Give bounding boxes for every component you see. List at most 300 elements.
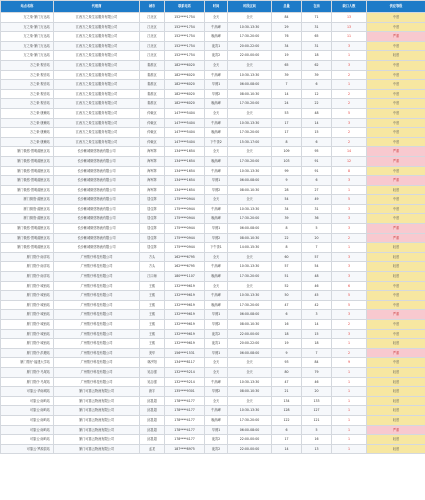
cell-time: 全天 [205,108,228,118]
cell-city: 江北区 [140,32,165,42]
table-row[interactable] [1,281,425,291]
cell-period: 15:30-17:00 [228,137,272,147]
cell-period: 08:00-10:30 [228,233,272,243]
cell-station: 万之象·观音站 [1,70,54,80]
cell-time: 夜宵2 [205,444,228,454]
column-header-level[interactable]: 供应等级 [367,1,425,13]
cell-total: 28 [272,185,302,195]
cell-station: 厦门微悠·思明湖里区站 [1,176,54,186]
cell-period: 08:00-10:30 [228,387,272,397]
cell-station: 可靠云·南屿站 [1,435,54,445]
cell-onduty: 12 [302,89,332,99]
cell-time: 早餐1 [205,224,228,234]
cell-phone: 132****9619 [165,329,205,339]
cell-phone: 132****5214 [165,367,205,377]
cell-period: 22:00-00:00 [228,444,272,454]
cell-period: 10:30-13:30 [228,204,272,214]
table-row[interactable] [1,41,425,51]
cell-agent: 长沙紫城微悠物流有限公司 [54,156,140,166]
cell-onduty: 5 [302,425,332,435]
cell-lack: 1 [332,415,367,425]
cell-station: 可靠云·罗源县站 [1,444,54,454]
cell-onduty: 79 [302,367,332,377]
table-row[interactable] [1,243,425,253]
cell-lack: 1 [332,243,367,253]
column-header-lack[interactable]: 缺口人数 [332,1,367,13]
cell-agent: 江西万之象生活服务有限公司 [54,51,140,61]
cell-onduty: 6 [302,137,332,147]
cell-time: 全天 [205,281,228,291]
cell-period: 全天 [228,147,272,157]
cell-city: 王熙 [140,300,165,310]
table-row[interactable] [1,22,425,32]
cell-lack: 1 [332,406,367,416]
cell-station: 可靠云·南屿站 [1,406,54,416]
cell-onduty: 57 [302,252,332,262]
column-header-period[interactable]: 时段区间 [228,1,272,13]
cell-phone: 147****5404 [165,118,205,128]
cell-onduty: 65 [302,32,332,42]
cell-station: 厦门帮仔·城西站 [1,329,54,339]
cell-station: 厦门帮仔·洪塘站 [1,348,54,358]
cell-lack: 13 [332,22,367,32]
cell-level: 中度 [367,80,425,90]
cell-phone: 182****6020 [165,70,205,80]
cell-agent: 江西万之象生活服务有限公司 [54,22,140,32]
cell-time: 夜宵1 [205,339,228,349]
cell-time: 全天 [205,252,228,262]
cell-station: 可靠云·华南城站 [1,387,54,397]
cell-agent: 长沙紫城微悠物流有限公司 [54,214,140,224]
table-row[interactable] [1,195,425,205]
table-row[interactable] [1,272,425,282]
cell-total: 128 [272,406,302,416]
cell-onduty: 5 [302,224,332,234]
cell-time: 早餐2 [205,185,228,195]
cell-agent: 江西万之象生活服务有限公司 [54,41,140,51]
cell-station: 万之象·厦门万达站 [1,32,54,42]
table-row[interactable] [1,224,425,234]
table-row[interactable] [1,156,425,166]
cell-agent: 长沙紫城微悠物流有限公司 [54,185,140,195]
cell-agent: 厦门可靠云物流有限公司 [54,387,140,397]
cell-lack: 2 [332,99,367,109]
cell-city: 秦淮区 [140,80,165,90]
cell-level: 中度 [367,128,425,138]
cell-level: 轻度 [367,367,425,377]
cell-period: 06:00-08:00 [228,224,272,234]
cell-time: 早餐2 [205,387,228,397]
cell-level: 中度 [367,99,425,109]
cell-city: 邱显超 [140,435,165,445]
cell-time: 全天 [205,358,228,368]
cell-level: 中度 [367,166,425,176]
table-row[interactable] [1,185,425,195]
table-row[interactable] [1,415,425,425]
cell-level: 中度 [367,137,425,147]
table-row[interactable] [1,377,425,387]
cell-lack: 1 [332,339,367,349]
table-row[interactable] [1,176,425,186]
table-row[interactable] [1,137,425,147]
cell-period: 17:30-20:00 [228,99,272,109]
cell-onduty: 3 [302,310,332,320]
cell-time: 下午茶2 [205,137,228,147]
cell-total: 14 [272,89,302,99]
cell-agent: 长沙紫城微悠物流有限公司 [54,204,140,214]
table-row[interactable] [1,89,425,99]
cell-agent: 江西万之象生活服务有限公司 [54,137,140,147]
cell-period: 10:30-13:30 [228,291,272,301]
cell-onduty: 6 [302,80,332,90]
cell-city: 王熙 [140,329,165,339]
cell-phone: 132****9619 [165,310,205,320]
cell-phone: 132****9619 [165,281,205,291]
cell-time: 晚高峰 [205,99,228,109]
table-row[interactable] [1,300,425,310]
cell-lack: 2 [332,233,367,243]
cell-time: 全天 [205,367,228,377]
cell-lack: 3 [332,272,367,282]
table-row[interactable] [1,233,425,243]
cell-lack: 8 [332,166,367,176]
cell-agent: 广州帮仔科技有限公司 [54,272,140,282]
cell-phone: 182****6020 [165,89,205,99]
cell-level: 轻度 [367,243,425,253]
cell-station: 厦门微悠·思明湖里区站 [1,185,54,195]
cell-phone: 147****5404 [165,137,205,147]
column-header-time[interactable]: 时间 [205,1,228,13]
cell-phone: 134****1654 [165,185,205,195]
cell-level: 轻度 [367,435,425,445]
cell-agent: 长沙紫城微悠物流有限公司 [54,176,140,186]
cell-city: 海军阵 [140,185,165,195]
cell-level: 轻度 [367,444,425,454]
cell-agent: 广州帮仔科技有限公司 [54,348,140,358]
cell-total: 53 [272,108,302,118]
table-row[interactable] [1,387,425,397]
table-row[interactable] [1,51,425,61]
cell-phone: 134****1654 [165,156,205,166]
cell-period: 10:30-13:30 [228,22,272,32]
table-row[interactable] [1,118,425,128]
cell-station: 厦门帮仔·南洋站 [1,272,54,282]
cell-period: 06:00-08:00 [228,80,272,90]
cell-level: 中度 [367,60,425,70]
cell-total: 34 [272,41,302,51]
cell-onduty: 18 [302,339,332,349]
cell-lack: 3 [332,176,367,186]
cell-onduty: 42 [302,300,332,310]
cell-station: 万之象·厦门万达站 [1,13,54,23]
cell-lack: 2 [332,89,367,99]
cell-phone: 175****0944 [165,233,205,243]
cell-level: 严重 [367,32,425,42]
cell-city: 秦淮区 [140,70,165,80]
cell-city: 仲裁区 [140,137,165,147]
cell-total: 109 [272,147,302,157]
table-row[interactable] [1,128,425,138]
cell-period: 06:00-08:00 [228,348,272,358]
cell-total: 8 [272,243,302,253]
cell-city: 方头 [140,262,165,272]
cell-level: 中度 [367,204,425,214]
cell-agent: 江西万之象生活服务有限公司 [54,108,140,118]
cell-lack: 3 [332,329,367,339]
cell-station: 万之象·观音站 [1,80,54,90]
column-header-total[interactable]: 总量 [272,1,302,13]
cell-city: 海军阵 [140,176,165,186]
cell-phone: 134****1654 [165,166,205,176]
cell-phone: 134****1654 [165,147,205,157]
cell-station: 万之象·康赖站 [1,108,54,118]
cell-time: 晚高峰 [205,415,228,425]
cell-agent: 长沙紫城微悠物流有限公司 [54,166,140,176]
table-row[interactable] [1,320,425,330]
column-header-station[interactable]: 站点名称 [1,1,54,13]
cell-total: 22 [272,233,302,243]
cell-agent: 广州帮仔科技有限公司 [54,329,140,339]
cell-station: 厦门微悠·湖里区站 [1,214,54,224]
cell-level: 中度 [367,41,425,51]
cell-lack: 13 [332,13,367,23]
cell-station: 厦门微悠·思明湖里区站 [1,166,54,176]
cell-agent: 广州帮仔科技有限公司 [54,377,140,387]
table-row[interactable] [1,444,425,454]
cell-period: 全天 [228,367,272,377]
cell-period: 06:00-08:00 [228,310,272,320]
cell-lack: 1 [332,185,367,195]
table-row[interactable] [1,425,425,435]
cell-station: 万之象·厦门万达站 [1,41,54,51]
cell-agent: 广州帮仔科技有限公司 [54,262,140,272]
cell-onduty: 7 [302,243,332,253]
cell-level: 中度 [367,300,425,310]
cell-total: 8 [272,224,302,234]
cell-total: 84 [272,13,302,23]
cell-time: 早餐2 [205,89,228,99]
cell-phone: 178****4177 [165,415,205,425]
cell-agent: 江西万之象生活服务有限公司 [54,70,140,80]
cell-lack: 6 [332,281,367,291]
table-row[interactable] [1,13,425,23]
cell-station: 万之象·康赖站 [1,128,54,138]
cell-level: 轻度 [367,377,425,387]
cell-total: 65 [272,60,302,70]
cell-city: 林汐阳 [140,358,165,368]
cell-period: 10:30-13:30 [228,262,272,272]
cell-agent: 厦门可靠云物流有限公司 [54,396,140,406]
cell-station: 万之象·康赖站 [1,118,54,128]
cell-city: 王熙 [140,339,165,349]
cell-agent: 广州帮仔科技有限公司 [54,300,140,310]
cell-period: 22:00-00:00 [228,435,272,445]
cell-lack: 2 [332,70,367,80]
table-row[interactable] [1,406,425,416]
cell-city: 仲裁区 [140,128,165,138]
table-row[interactable] [1,339,425,349]
cell-lack: 1 [332,435,367,445]
table-row[interactable] [1,310,425,320]
table-row[interactable] [1,348,425,358]
cell-agent: 长沙紫城微悠物流有限公司 [54,195,140,205]
cell-lack: 1 [332,387,367,397]
cell-total: 7 [272,80,302,90]
cell-total: 57 [272,262,302,272]
cell-total: 50 [272,291,302,301]
cell-time: 下午茶1 [205,243,228,253]
cell-onduty: 20 [302,387,332,397]
cell-station: 厦门微悠·思明湖里区站 [1,147,54,157]
cell-phone: 178****4177 [165,435,205,445]
cell-level: 严重 [367,156,425,166]
cell-onduty: 62 [302,60,332,70]
cell-lack: 3 [332,262,367,272]
cell-lack: 1 [332,367,367,377]
cell-period: 10:30-13:30 [228,70,272,80]
table-body [1,13,425,454]
cell-onduty: 45 [302,291,332,301]
table-row[interactable] [1,80,425,90]
cell-level: 中度 [367,214,425,224]
cell-station: 厦门微悠·湖里区站 [1,195,54,205]
cell-period: 17:30-20:00 [228,128,272,138]
cell-level: 轻度 [367,51,425,61]
cell-onduty: 14 [302,320,332,330]
cell-city: 邱显超 [140,415,165,425]
cell-period: 14:00-15:30 [228,243,272,253]
cell-city: 王熙 [140,310,165,320]
cell-period: 10:30-13:30 [228,377,272,387]
cell-phone: 175****0944 [165,195,205,205]
cell-station: 厦门微悠·思明湖里区站 [1,224,54,234]
cell-station: 厦门微悠·思明湖里区站 [1,156,54,166]
cell-lack: 9 [332,358,367,368]
cell-agent: 广州帮仔科技有限公司 [54,367,140,377]
cell-level: 轻度 [367,262,425,272]
table-row[interactable] [1,99,425,109]
cell-agent: 江西万之象生活服务有限公司 [54,118,140,128]
cell-station: 厦门帮仔·马尾站 [1,367,54,377]
table-row[interactable] [1,60,425,70]
cell-onduty: 13 [302,444,332,454]
cell-time: 晚高峰 [205,32,228,42]
cell-time: 午高峰 [205,118,228,128]
column-header-agent[interactable]: 代理商 [54,1,140,13]
cell-total: 6 [272,425,302,435]
cell-time: 全天 [205,147,228,157]
table-row[interactable] [1,329,425,339]
cell-phone: 178****4177 [165,406,205,416]
table-row[interactable] [1,262,425,272]
cell-phone: 132****9619 [165,300,205,310]
cell-lack: 1 [332,425,367,435]
cell-lack: 5 [332,108,367,118]
cell-onduty: 84 [302,358,332,368]
cell-onduty: 95 [302,147,332,157]
cell-time: 早餐1 [205,348,228,358]
cell-lack: 1 [332,51,367,61]
cell-city: 仲裁区 [140,108,165,118]
cell-lack: 2 [332,137,367,147]
table-row[interactable] [1,291,425,301]
cell-agent: 厦门可靠云物流有限公司 [54,425,140,435]
cell-agent: 江西万之象生活服务有限公司 [54,80,140,90]
cell-agent: 长沙紫城微悠物流有限公司 [54,233,140,243]
cell-onduty: 39 [302,70,332,80]
cell-onduty: 36 [302,214,332,224]
cell-time: 夜宵2 [205,51,228,61]
cell-total: 19 [272,339,302,349]
cell-phone: 135****9301 [165,387,205,397]
cell-onduty: 15 [302,128,332,138]
table-row[interactable] [1,32,425,42]
table-row[interactable] [1,70,425,80]
table-row[interactable] [1,358,425,368]
cell-agent: 长沙紫城微悠物流有限公司 [54,243,140,253]
cell-onduty: 91 [302,166,332,176]
cell-lack: 3 [332,252,367,262]
cell-time: 午高峰 [205,406,228,416]
table-row[interactable] [1,252,425,262]
cell-onduty: 27 [302,185,332,195]
cell-period: 全天 [228,195,272,205]
cell-phone: 134****1654 [165,176,205,186]
cell-station: 厦门微悠·思明湖里区站 [1,233,54,243]
cell-city: 海军阵 [140,156,165,166]
cell-total: 51 [272,272,302,282]
cell-lack: 3 [332,214,367,224]
cell-level: 中度 [367,118,425,128]
cell-city: 海军阵 [140,147,165,157]
cell-total: 9 [272,348,302,358]
cell-phone: 134****8117 [165,358,205,368]
cell-phone: 156****1531 [165,348,205,358]
table-row[interactable] [1,108,425,118]
table-row[interactable] [1,214,425,224]
table-row[interactable] [1,396,425,406]
cell-time: 晚高峰 [205,300,228,310]
table-row[interactable] [1,367,425,377]
table-row[interactable] [1,435,425,445]
cell-onduty: 71 [302,13,332,23]
column-header-city[interactable]: 城市 [140,1,165,13]
cell-station: 厦门帮仔·城西站 [1,281,54,291]
cell-onduty: 91 [302,156,332,166]
cell-onduty: 31 [302,41,332,51]
column-header-onduty[interactable]: 在岗 [302,1,332,13]
cell-period: 全天 [228,60,272,70]
table-row[interactable] [1,204,425,214]
cell-city: 方头 [140,252,165,262]
cell-time: 早餐1 [205,80,228,90]
cell-station: 可靠云·南屿站 [1,415,54,425]
cell-level: 严重 [367,176,425,186]
cell-total: 6 [272,310,302,320]
column-header-phone[interactable]: 联系电话 [165,1,205,13]
cell-lack: 1 [332,444,367,454]
cell-phone: 152****1754 [165,41,205,51]
cell-agent: 江西万之象生活服务有限公司 [54,13,140,23]
table-row[interactable] [1,147,425,157]
table-row[interactable] [1,166,425,176]
cell-agent: 厦门可靠云物流有限公司 [54,406,140,416]
cell-total: 52 [272,281,302,291]
cell-total: 17 [272,118,302,128]
cell-station: 万之象·康赖站 [1,137,54,147]
cell-time: 夜宵2 [205,329,228,339]
cell-period: 10:30-13:30 [228,118,272,128]
